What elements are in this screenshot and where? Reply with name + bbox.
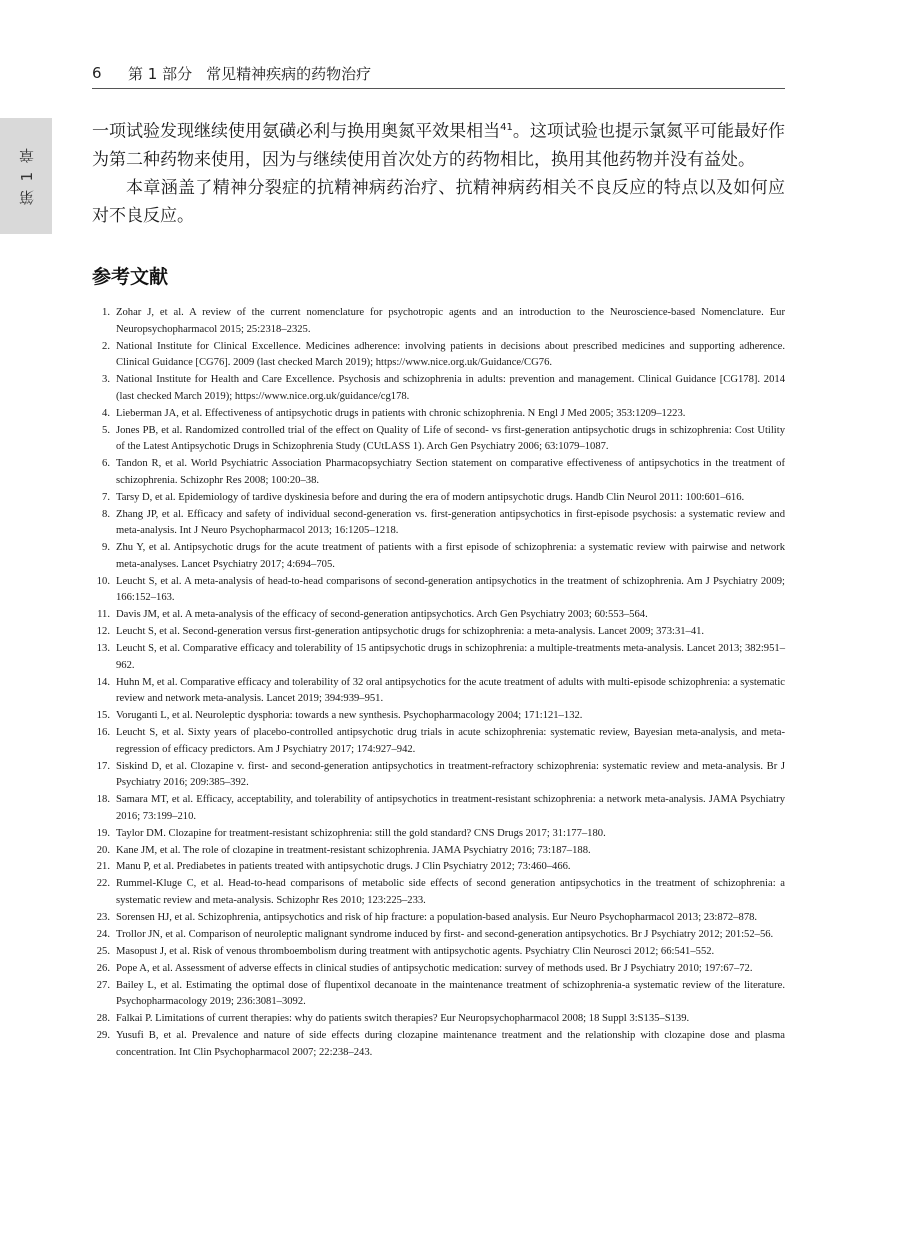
reference-number: 1. (102, 307, 110, 318)
paragraph-1-text: 一项试验发现继续使用氨磺必利与换用奥氮平效果相当 (92, 121, 501, 142)
reference-list (92, 305, 785, 1062)
reference-number: 27. (96, 979, 110, 991)
paragraph-1-end: 。这项试验也提示氯氮平可能最好作为第二种药物来使用，因为与继续使用首次处方的药物相比，换用其他药物并没有益处。 (92, 121, 786, 170)
reference-number: 20. (96, 844, 110, 856)
reference-text: Kane JM, et al. The role of clozapine in treatment-resistant schizophrenia. JAMA Psychiatry 2016; 73:187–188. (116, 844, 591, 856)
reference-text: Tandon R, et al. World Psychiatric Association Pharmacopsychiatry Section statement on comparative effectiveness of antipsychotics in the treatment of schizophrenia. Schizophr Res 2008; 100:20–38. (116, 458, 785, 486)
body-text (92, 114, 785, 230)
reference-item (92, 372, 785, 405)
reference-text: Sorensen HJ, et al. Schizophrenia, antipsychotics and risk of hip fracture: a population-based analysis. Eur Neuro Psychopharmacol 2013; 23:872–878. (116, 911, 758, 923)
reference-text: Leucht S, et al. A meta-analysis of head-to-head comparisons of second-generation antipsychotics in the treatment of schizophrenia. Am J Psychiatry 2009; 166:152–163. (116, 575, 785, 604)
reference-item (92, 490, 785, 507)
reference-item (92, 406, 785, 423)
paragraph-2: 本章涵盖了精神分裂症的抗精神病药治疗、抗精神病药相关不良反应的特点以及如何应对不良反应。 (92, 177, 785, 226)
reference-text: Lieberman JA, et al. Effectiveness of antipsychotic drugs in patients with chronic schizophrenia. N Engl J Med 2005; 353:1209–1223. (116, 407, 686, 419)
reference-item (92, 339, 785, 372)
reference-text: Davis JM, et al. A meta-analysis of the efficacy of second-generation antipsychotics. Arch Gen Psychiatry 2003; 60:553–564. (116, 609, 648, 621)
reference-item (92, 624, 785, 641)
reference-number: 14. (96, 676, 110, 688)
reference-text: Voruganti L, et al. Neuroleptic dysphoria: towards a new synthesis. Psychopharmacology 2004; 171:121–132. (116, 710, 583, 722)
reference-text: Bailey L, et al. Estimating the optimal dose of flupentixol decanoate in the maintenance treatment of schizophrenia-a systematic review of the literature. Psychopharmacology 2019; 236:3081–3092. (116, 979, 785, 1008)
reference-number: 18. (96, 794, 110, 806)
reference-number: 3. (102, 374, 110, 386)
chapter-tab-label: 第 1 章 (17, 146, 36, 206)
reference-text: Taylor DM. Clozapine for treatment-resistant schizophrenia: still the gold standard? CNS Drugs 2017; 31:177–180. (116, 827, 606, 839)
reference-text: Jones PB, et al. Randomized controlled trial of the effect on Quality of Life of second- vs first-generation antipsychotic drugs in schizophrenia: Cost Utility of the Latest Antipsychotic Drugs in Schizophrenia Study (CUtLASS 1). Arch Gen Psychiatry 2006; 63:1079–1087. (116, 424, 785, 453)
reference-item (92, 792, 785, 825)
reference-item (92, 641, 785, 674)
reference-text: Zhang JP, et al. Efficacy and safety of individual second-generation vs. first-generation antipsychotics in first-episode psychosis: a systematic review and meta-analysis. Int J Neuro Psychopharmacol 2013; 16:1205–1218. (116, 508, 785, 537)
reference-number: 8. (102, 508, 110, 520)
reference-number: 25. (96, 945, 110, 957)
part-label: 第 1 部分 (128, 64, 193, 83)
reference-text: National Institute for Health and Care Excellence. Psychosis and schizophrenia in adults: prevention and management. Clinical Guidance [CG178]. 2014 (last checked March 2019); https://www.nice.org.uk/guidance/cg178. (116, 374, 785, 402)
reference-number: 16. (96, 727, 110, 738)
reference-text: Leucht S, et al. Sixty years of placebo-controlled antipsychotic drug trials in acute schizophrenia: systematic review, Bayesian meta-analysis, and meta-regression of efficacy predictors. Am J Psychiatry 2017; 174:927–942. (116, 727, 785, 755)
header-divider (92, 88, 785, 89)
reference-number: 4. (102, 407, 110, 419)
reference-number: 11. (97, 609, 110, 621)
reference-text: Falkai P. Limitations of current therapies: why do patients switch therapies? Eur Neuropsychopharmacol 2008; 18 Suppl 3:S135–S139. (116, 1013, 690, 1025)
reference-number: 5. (102, 424, 110, 436)
reference-item (92, 708, 785, 725)
reference-number: 13. (96, 643, 110, 654)
reference-number: 6. (102, 458, 110, 470)
reference-item (92, 876, 785, 909)
reference-number: 26. (96, 962, 110, 974)
reference-number: 24. (96, 928, 110, 940)
reference-text: Zohar J, et al. A review of the current nomenclature for psychotropic agents and an introduction to the Neuroscience-based Nomenclature. Eur Neuropsychopharmacol 2015; 25:2318–2325. (116, 307, 785, 335)
reference-number: 12. (96, 626, 110, 638)
citation-superscript: 41 (500, 122, 513, 133)
reference-item (92, 759, 785, 792)
reference-item (92, 944, 785, 961)
reference-number: 29. (96, 1030, 110, 1042)
reference-number: 10. (96, 575, 110, 587)
reference-number: 23. (96, 911, 110, 923)
reference-text: Yusufi B, et al. Prevalence and nature of side effects during clozapine maintenance treatment and the relationship with clozapine dose and plasma concentration. Int Clin Psychopharmacol 2007; 22:238–243. (116, 1030, 785, 1058)
references-title: 参考文献 (92, 266, 169, 288)
reference-item (92, 910, 785, 927)
reference-item (92, 1028, 785, 1061)
reference-item (92, 305, 785, 338)
reference-number: 17. (96, 760, 110, 772)
reference-number: 19. (96, 827, 110, 839)
page-number: 6 (92, 64, 102, 82)
reference-item (92, 423, 785, 456)
reference-item (92, 456, 785, 489)
reference-number: 28. (96, 1013, 110, 1025)
reference-text: Tarsy D, et al. Epidemiology of tardive dyskinesia before and during the era of modern antipsychotic drugs. Handb Clin Neurol 2011: 100:601–616. (116, 491, 745, 503)
reference-text: Zhu Y, et al. Antipsychotic drugs for the acute treatment of patients with a first episode of schizophrenia: a systematic review with pairwise and network meta-analyses. Lancet Psychiatry 2017; 4:694–705. (116, 542, 785, 570)
reference-number: 7. (102, 491, 110, 503)
reference-text: Leucht S, et al. Comparative efficacy and tolerability of 15 antipsychotic drugs in schizophrenia: a multiple-treatments meta-analysis. Lancet 2013; 382:951–962. (116, 643, 785, 671)
reference-item (92, 507, 785, 540)
reference-item (92, 1011, 785, 1028)
chapter-side-tab (0, 118, 52, 234)
reference-item (92, 725, 785, 758)
reference-text: Trollor JN, et al. Comparison of neuroleptic malignant syndrome induced by first- and second-generation antipsychotics. Br J Psychiatry 2012; 201:52–56. (116, 928, 774, 940)
reference-text: Leucht S, et al. Second-generation versus first-generation antipsychotic drugs for schizophrenia: a meta-analysis. Lancet 2009; 373:31–41. (116, 626, 705, 638)
reference-text: National Institute for Clinical Excellence. Medicines adherence: involving patients in decisions about prescribed medicines and supporting adherence. Clinical Guidance [CG76]. 2009 (last checked March 2019); https://www.nice.org.uk/Guidance/CG76. (116, 340, 785, 369)
header-title: 常见精神疾病的药物治疗 (206, 64, 372, 83)
reference-text: Huhn M, et al. Comparative efficacy and tolerability of 32 oral antipsychotics for the acute treatment of adults with multi-episode schizophrenia: a systematic review and network meta-analysis. Lancet 2019; 394:939–951. (116, 676, 785, 705)
reference-item (92, 927, 785, 944)
reference-item (92, 859, 785, 876)
reference-text: Masopust J, et al. Risk of venous thromboembolism during treatment with antipsychotic agents. Psychiatry Clin Neurosci 2012; 66:541–552. (116, 945, 715, 957)
running-header (92, 60, 792, 86)
reference-number: 2. (102, 340, 110, 352)
reference-text: Rummel-Kluge C, et al. Head-to-head comparisons of metabolic side effects of second generation antipsychotics in the treatment of schizophrenia: a systematic review and meta-analysis. Schizophr Res 2010; 123:225–233. (116, 878, 785, 906)
reference-number: 22. (96, 878, 110, 890)
reference-item (92, 607, 785, 624)
reference-text: Pope A, et al. Assessment of adverse effects in clinical studies of antipsychotic medication: survey of methods used. Br J Psychiatry 2010; 197:67–72. (116, 962, 753, 974)
reference-item (92, 843, 785, 860)
reference-item (92, 675, 785, 708)
reference-item (92, 961, 785, 978)
reference-number: 9. (102, 542, 110, 554)
reference-item (92, 826, 785, 843)
reference-item (92, 540, 785, 573)
reference-text: Manu P, et al. Prediabetes in patients treated with antipsychotic drugs. J Clin Psychiatry 2012; 73:460–466. (116, 861, 571, 873)
reference-number: 21. (96, 861, 110, 873)
reference-item (92, 574, 785, 607)
reference-item (92, 978, 785, 1011)
reference-text: Siskind D, et al. Clozapine v. first- and second-generation antipsychotics in treatment-refractory schizophrenia: systematic review and meta-analysis. Br J Psychiatry 2016; 209:385–392. (116, 760, 785, 789)
reference-number: 15. (96, 710, 110, 722)
paragraph-1 (92, 114, 785, 174)
reference-text: Samara MT, et al. Efficacy, acceptability, and tolerability of antipsychotics in treatment-resistant schizophrenia: a network meta-analysis. JAMA Psychiatry 2016; 73:199–210. (116, 794, 785, 822)
